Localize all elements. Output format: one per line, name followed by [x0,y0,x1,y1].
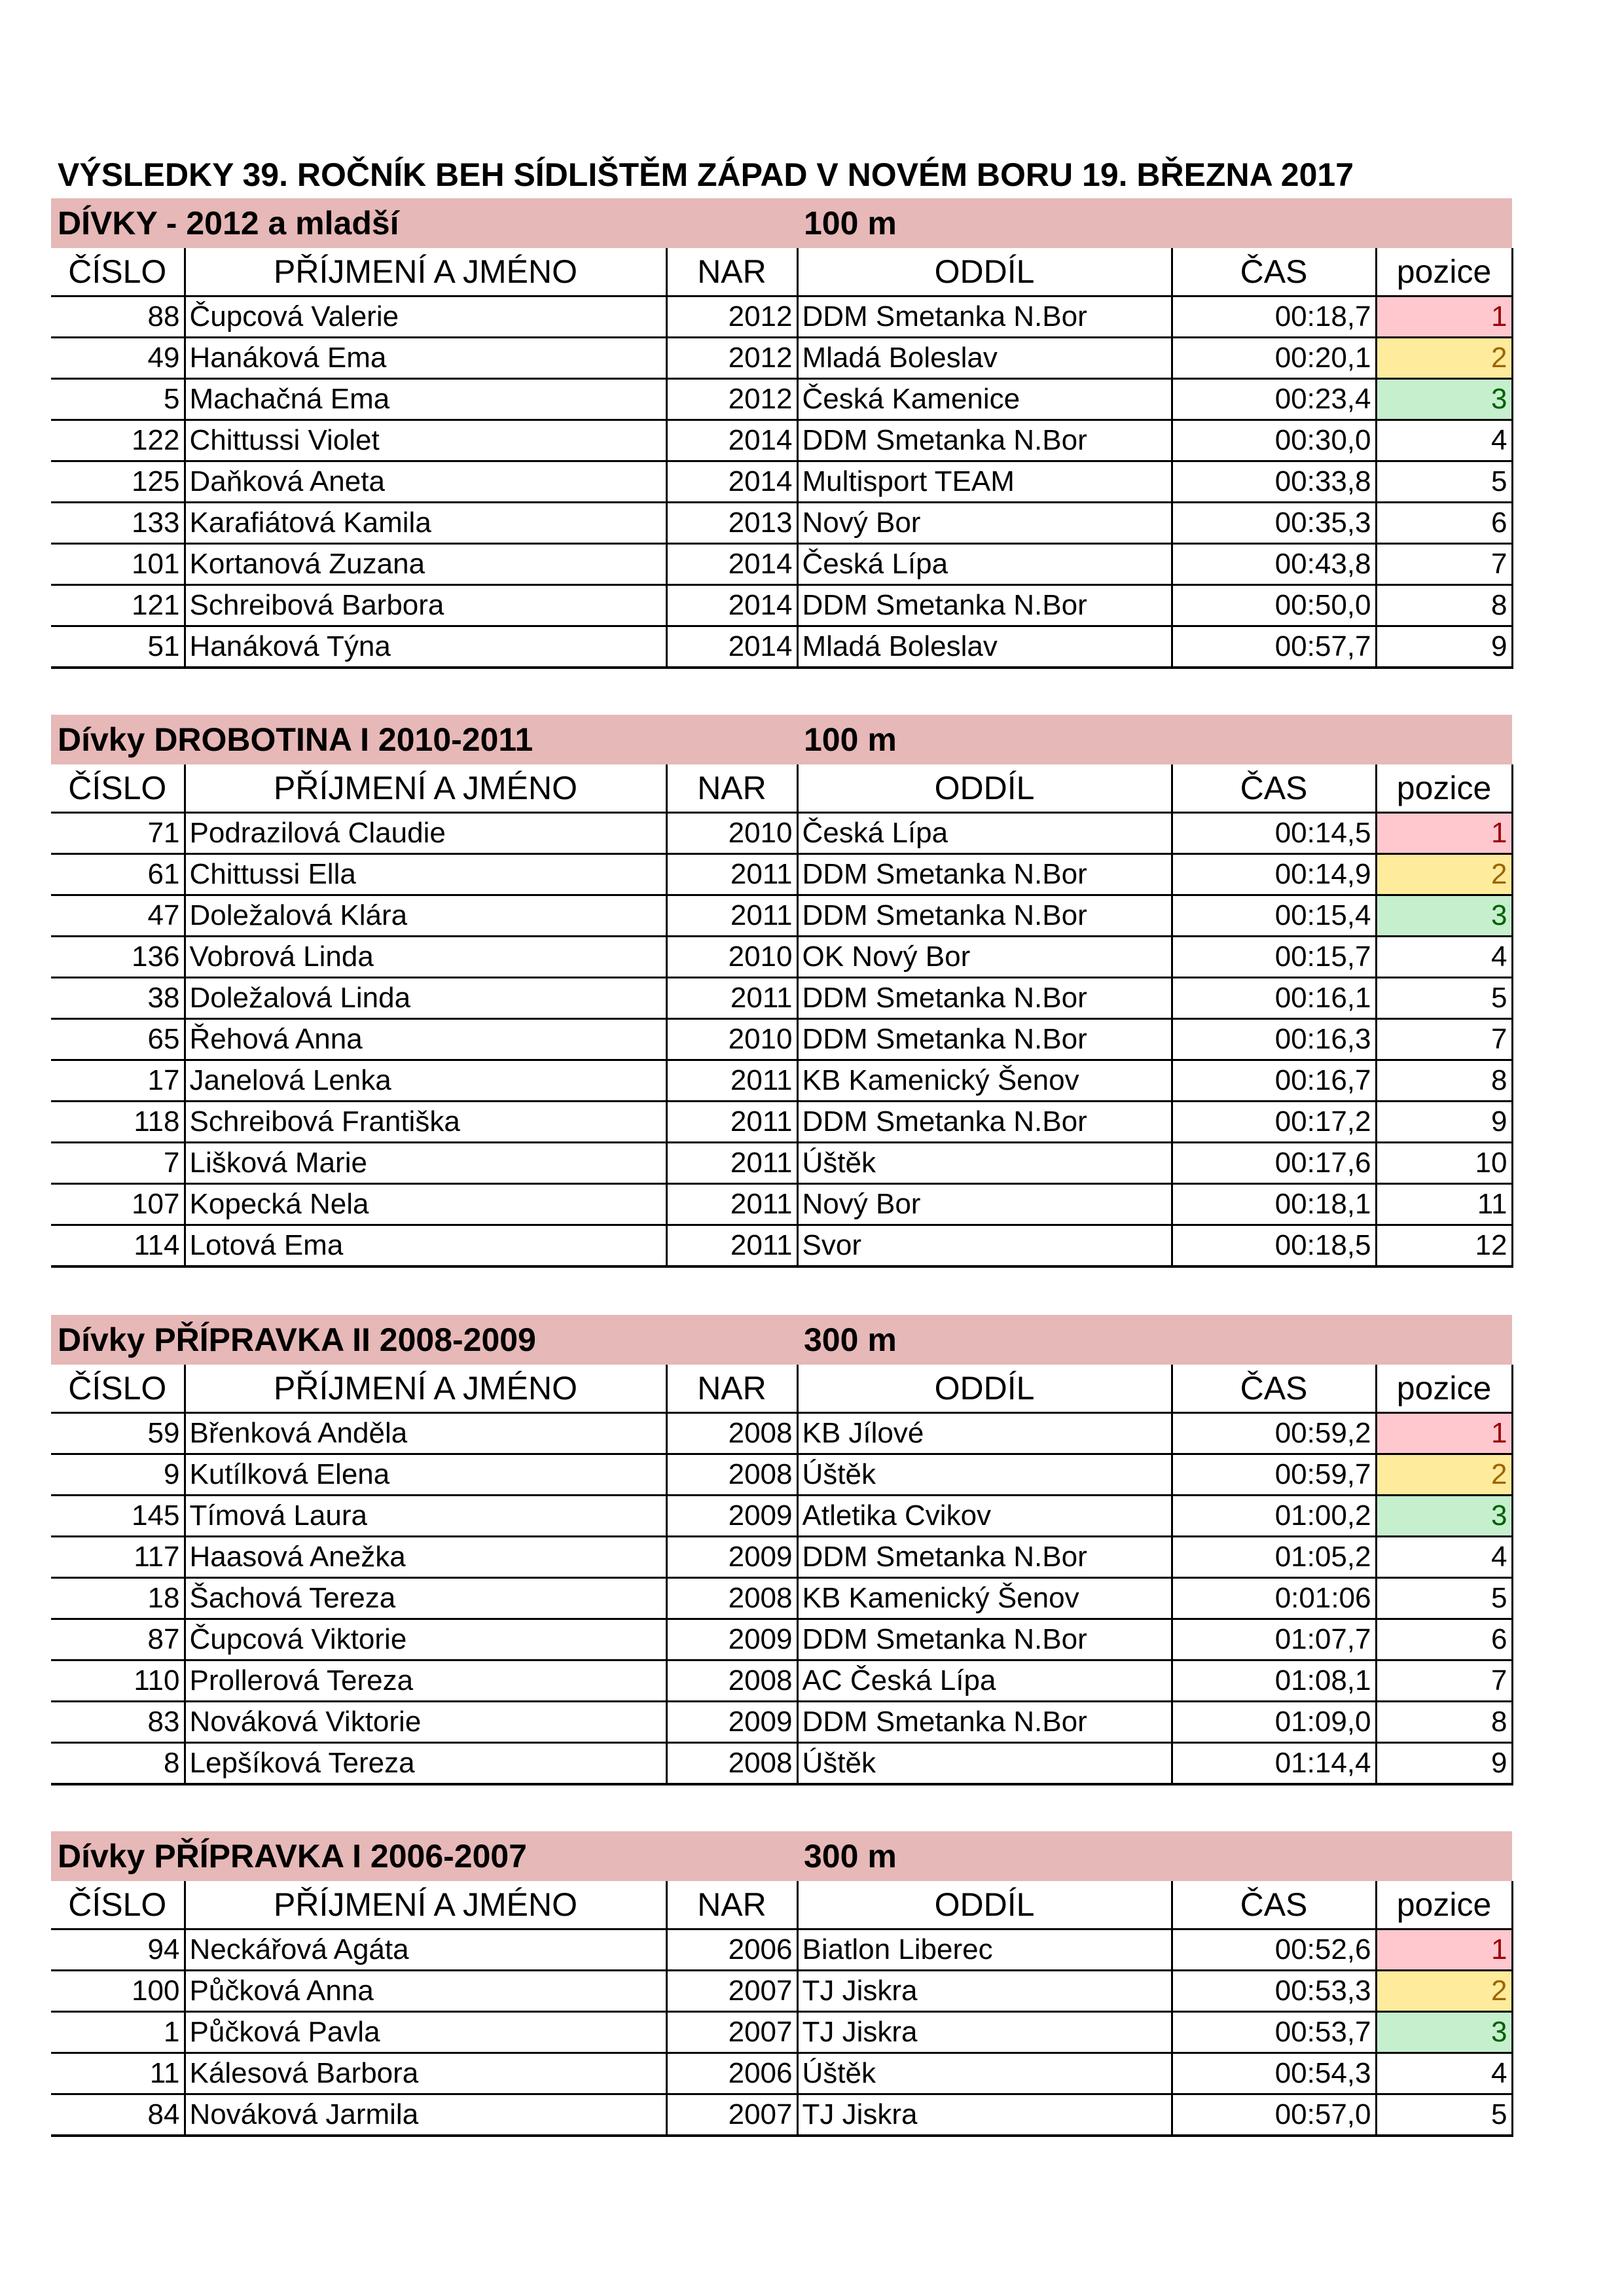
cell-position: 3 [1376,895,1512,937]
cell-year: 2006 [666,1929,797,1971]
table-row [51,2094,1512,2136]
cell-time: 00:59,2 [1172,1413,1376,1454]
cell-position: 12 [1376,1225,1512,1267]
cell-name: Hanáková Ema [185,338,666,379]
cell-club: DDM Smetanka N.Bor [797,1702,1172,1743]
cell-time: 00:18,1 [1172,1184,1376,1225]
cell-number: 49 [51,338,185,379]
section-title: Dívky PŘÍPRAVKA II 2008-2009 [58,1321,536,1358]
cell-club: TJ Jiskra [797,1971,1172,2012]
cell-position: 8 [1376,1060,1512,1102]
cell-name: Půčková Pavla [185,2012,666,2053]
cell-position: 8 [1376,585,1512,626]
cell-name: Lišková Marie [185,1143,666,1184]
cell-name: Šachová Tereza [185,1578,666,1619]
cell-year: 2007 [666,2094,797,2136]
cell-name: Neckářová Agáta [185,1929,666,1971]
col-header-time: ČAS [1172,248,1376,296]
col-header-number: ČÍSLO [51,1365,185,1413]
cell-year: 2008 [666,1743,797,1785]
cell-number: 61 [51,854,185,895]
cell-year: 2010 [666,937,797,978]
col-header-club: ODDÍL [797,1881,1172,1929]
cell-number: 101 [51,544,185,585]
cell-year: 2009 [666,1496,797,1537]
col-header-number: ČÍSLO [51,1881,185,1929]
results-table [51,764,1513,1268]
cell-club: Úštěk [797,1143,1172,1184]
cell-club: DDM Smetanka N.Bor [797,978,1172,1019]
cell-time: 00:14,9 [1172,854,1376,895]
cell-year: 2010 [666,1019,797,1060]
document-title: VÝSLEDKY 39. ROČNÍK BEH SÍDLIŠTĚM ZÁPAD V NOVÉM BORU 19. BŘEZNA 2017 [58,156,1354,193]
cell-time: 00:43,8 [1172,544,1376,585]
cell-name: Schreibová Barbora [185,585,666,626]
cell-time: 00:57,7 [1172,626,1376,668]
col-header-name: PŘÍJMENÍ A JMÉNO [185,1881,666,1929]
table-row [51,978,1512,1019]
cell-club: Česká Lípa [797,813,1172,854]
table-row [51,2053,1512,2094]
cell-year: 2012 [666,379,797,420]
cell-number: 87 [51,1619,185,1660]
col-header-club: ODDÍL [797,764,1172,813]
cell-time: 00:17,2 [1172,1102,1376,1143]
results-table [51,1365,1513,1785]
cell-position: 2 [1376,1971,1512,2012]
section-distance: 100 m [804,205,897,242]
cell-number: 110 [51,1660,185,1702]
results-table [51,1881,1513,2137]
cell-position: 3 [1376,1496,1512,1537]
col-header-club: ODDÍL [797,1365,1172,1413]
section-header [51,198,1512,248]
cell-number: 11 [51,2053,185,2094]
table-row [51,1537,1512,1578]
table-row [51,1019,1512,1060]
cell-position: 7 [1376,1019,1512,1060]
cell-year: 2007 [666,1971,797,2012]
cell-year: 2011 [666,1143,797,1184]
cell-position: 4 [1376,937,1512,978]
section-distance: 300 m [804,1838,897,1874]
cell-time: 0:01:06 [1172,1578,1376,1619]
cell-club: Biatlon Liberec [797,1929,1172,1971]
cell-number: 1 [51,2012,185,2053]
cell-position: 3 [1376,2012,1512,2053]
cell-name: Chittussi Ella [185,854,666,895]
cell-year: 2006 [666,2053,797,2094]
cell-time: 00:35,3 [1172,503,1376,544]
table-row [51,544,1512,585]
cell-year: 2011 [666,895,797,937]
cell-position: 7 [1376,1660,1512,1702]
cell-name: Čupcová Viktorie [185,1619,666,1660]
cell-club: KB Kamenický Šenov [797,1578,1172,1619]
cell-position: 2 [1376,1454,1512,1496]
cell-time: 00:18,7 [1172,296,1376,338]
cell-time: 01:00,2 [1172,1496,1376,1537]
col-header-position: pozice [1376,764,1512,813]
cell-year: 2009 [666,1702,797,1743]
cell-number: 9 [51,1454,185,1496]
section-title: DÍVKY - 2012 a mladší [58,205,399,242]
header-row [51,1881,1512,1929]
col-header-year: NAR [666,1365,797,1413]
cell-number: 136 [51,937,185,978]
cell-name: Machačná Ema [185,379,666,420]
cell-time: 00:16,7 [1172,1060,1376,1102]
cell-club: Úštěk [797,1743,1172,1785]
table-row [51,461,1512,503]
cell-number: 122 [51,420,185,461]
table-row [51,1413,1512,1454]
cell-name: Prollerová Tereza [185,1660,666,1702]
cell-name: Tímová Laura [185,1496,666,1537]
cell-time: 00:15,4 [1172,895,1376,937]
col-header-year: NAR [666,248,797,296]
cell-year: 2013 [666,503,797,544]
col-header-year: NAR [666,764,797,813]
cell-name: Chittussi Violet [185,420,666,461]
cell-club: DDM Smetanka N.Bor [797,895,1172,937]
cell-year: 2011 [666,854,797,895]
results-section-2 [51,1315,1512,1785]
cell-time: 00:33,8 [1172,461,1376,503]
section-distance: 300 m [804,1321,897,1358]
col-header-time: ČAS [1172,1881,1376,1929]
cell-year: 2014 [666,544,797,585]
results-section-1 [51,715,1512,1268]
cell-name: Čupcová Valerie [185,296,666,338]
cell-name: Půčková Anna [185,1971,666,2012]
cell-position: 9 [1376,626,1512,668]
cell-position: 4 [1376,420,1512,461]
table-row [51,1702,1512,1743]
table-row [51,1743,1512,1785]
cell-name: Nováková Jarmila [185,2094,666,2136]
cell-number: 83 [51,1702,185,1743]
cell-name: Kutílková Elena [185,1454,666,1496]
cell-time: 00:57,0 [1172,2094,1376,2136]
cell-time: 00:16,3 [1172,1019,1376,1060]
cell-name: Janelová Lenka [185,1060,666,1102]
cell-position: 3 [1376,379,1512,420]
cell-name: Lotová Ema [185,1225,666,1267]
col-header-number: ČÍSLO [51,248,185,296]
table-row [51,1060,1512,1102]
cell-position: 10 [1376,1143,1512,1184]
cell-year: 2008 [666,1413,797,1454]
cell-year: 2012 [666,338,797,379]
cell-name: Daňková Aneta [185,461,666,503]
cell-club: DDM Smetanka N.Bor [797,296,1172,338]
cell-number: 51 [51,626,185,668]
cell-year: 2011 [666,1102,797,1143]
cell-club: Úštěk [797,1454,1172,1496]
cell-number: 65 [51,1019,185,1060]
cell-year: 2008 [666,1454,797,1496]
cell-club: Atletika Cvikov [797,1496,1172,1537]
cell-club: Česká Kamenice [797,379,1172,420]
table-row [51,1929,1512,1971]
cell-club: KB Jílové [797,1413,1172,1454]
cell-club: Nový Bor [797,1184,1172,1225]
section-distance: 100 m [804,721,897,758]
cell-year: 2008 [666,1578,797,1619]
cell-year: 2009 [666,1619,797,1660]
cell-position: 2 [1376,854,1512,895]
table-row [51,1496,1512,1537]
cell-number: 18 [51,1578,185,1619]
cell-time: 01:07,7 [1172,1619,1376,1660]
cell-position: 6 [1376,503,1512,544]
cell-position: 6 [1376,1619,1512,1660]
table-row [51,1578,1512,1619]
cell-position: 5 [1376,1578,1512,1619]
cell-time: 00:20,1 [1172,338,1376,379]
cell-position: 4 [1376,1537,1512,1578]
cell-year: 2007 [666,2012,797,2053]
cell-position: 1 [1376,1413,1512,1454]
cell-club: DDM Smetanka N.Bor [797,1019,1172,1060]
cell-time: 01:09,0 [1172,1702,1376,1743]
cell-name: Schreibová Františka [185,1102,666,1143]
cell-club: DDM Smetanka N.Bor [797,854,1172,895]
col-header-name: PŘÍJMENÍ A JMÉNO [185,1365,666,1413]
table-row [51,585,1512,626]
cell-time: 00:30,0 [1172,420,1376,461]
cell-year: 2010 [666,813,797,854]
cell-position: 1 [1376,813,1512,854]
cell-time: 00:15,7 [1172,937,1376,978]
cell-time: 01:05,2 [1172,1537,1376,1578]
cell-year: 2014 [666,461,797,503]
col-header-name: PŘÍJMENÍ A JMÉNO [185,248,666,296]
cell-number: 100 [51,1971,185,2012]
cell-position: 5 [1376,461,1512,503]
cell-club: Úštěk [797,2053,1172,2094]
cell-time: 00:50,0 [1172,585,1376,626]
cell-number: 47 [51,895,185,937]
cell-club: DDM Smetanka N.Bor [797,1102,1172,1143]
cell-name: Kortanová Zuzana [185,544,666,585]
col-header-position: pozice [1376,248,1512,296]
col-header-year: NAR [666,1881,797,1929]
cell-name: Hanáková Týna [185,626,666,668]
cell-time: 00:23,4 [1172,379,1376,420]
cell-time: 00:16,1 [1172,978,1376,1019]
cell-year: 2011 [666,1184,797,1225]
cell-number: 117 [51,1537,185,1578]
cell-number: 114 [51,1225,185,1267]
cell-club: Česká Lípa [797,544,1172,585]
cell-club: Mladá Boleslav [797,338,1172,379]
cell-name: Vobrová Linda [185,937,666,978]
table-row [51,626,1512,668]
cell-number: 145 [51,1496,185,1537]
cell-position: 9 [1376,1102,1512,1143]
table-row [51,1619,1512,1660]
header-row [51,764,1512,813]
cell-year: 2011 [666,1225,797,1267]
cell-year: 2014 [666,420,797,461]
cell-name: Doležalová Klára [185,895,666,937]
cell-club: TJ Jiskra [797,2094,1172,2136]
results-table [51,248,1513,669]
cell-position: 2 [1376,338,1512,379]
col-header-name: PŘÍJMENÍ A JMÉNO [185,764,666,813]
cell-number: 121 [51,585,185,626]
cell-club: DDM Smetanka N.Bor [797,1537,1172,1578]
cell-time: 00:52,6 [1172,1929,1376,1971]
col-header-time: ČAS [1172,764,1376,813]
cell-number: 59 [51,1413,185,1454]
cell-club: OK Nový Bor [797,937,1172,978]
cell-year: 2009 [666,1537,797,1578]
table-row [51,503,1512,544]
header-row [51,1365,1512,1413]
table-row [51,1143,1512,1184]
col-header-club: ODDÍL [797,248,1172,296]
col-header-position: pozice [1376,1365,1512,1413]
cell-name: Břenková Anděla [185,1413,666,1454]
cell-time: 00:54,3 [1172,2053,1376,2094]
table-row [51,1102,1512,1143]
cell-club: AC Česká Lípa [797,1660,1172,1702]
table-row [51,338,1512,379]
cell-position: 1 [1376,1929,1512,1971]
col-header-position: pozice [1376,1881,1512,1929]
cell-year: 2014 [666,585,797,626]
cell-club: DDM Smetanka N.Bor [797,585,1172,626]
cell-number: 107 [51,1184,185,1225]
table-row [51,1225,1512,1267]
section-title: Dívky PŘÍPRAVKA I 2006-2007 [58,1838,528,1874]
cell-name: Kálesová Barbora [185,2053,666,2094]
cell-time: 00:18,5 [1172,1225,1376,1267]
table-row [51,854,1512,895]
section-header [51,1315,1512,1365]
cell-number: 5 [51,379,185,420]
table-row [51,1660,1512,1702]
cell-name: Řehová Anna [185,1019,666,1060]
cell-name: Podrazilová Claudie [185,813,666,854]
cell-year: 2012 [666,296,797,338]
cell-year: 2008 [666,1660,797,1702]
cell-time: 00:53,3 [1172,1971,1376,2012]
results-section-3 [51,1831,1512,2137]
col-header-time: ČAS [1172,1365,1376,1413]
section-header [51,715,1512,764]
cell-name: Haasová Anežka [185,1537,666,1578]
cell-number: 133 [51,503,185,544]
cell-number: 17 [51,1060,185,1102]
cell-name: Nováková Viktorie [185,1702,666,1743]
cell-club: Multisport TEAM [797,461,1172,503]
table-row [51,420,1512,461]
table-row [51,296,1512,338]
cell-position: 8 [1376,1702,1512,1743]
cell-position: 9 [1376,1743,1512,1785]
cell-position: 5 [1376,2094,1512,2136]
cell-time: 01:08,1 [1172,1660,1376,1702]
table-row [51,1184,1512,1225]
cell-number: 94 [51,1929,185,1971]
table-row [51,813,1512,854]
cell-position: 7 [1376,544,1512,585]
cell-year: 2011 [666,978,797,1019]
cell-number: 8 [51,1743,185,1785]
table-row [51,1971,1512,2012]
table-row [51,937,1512,978]
cell-name: Kopecká Nela [185,1184,666,1225]
section-title: Dívky DROBOTINA I 2010-2011 [58,721,533,758]
cell-name: Doležalová Linda [185,978,666,1019]
results-section-0 [51,198,1512,669]
cell-club: Nový Bor [797,503,1172,544]
cell-club: TJ Jiskra [797,2012,1172,2053]
cell-club: Mladá Boleslav [797,626,1172,668]
cell-club: Svor [797,1225,1172,1267]
cell-club: KB Kamenický Šenov [797,1060,1172,1102]
cell-number: 38 [51,978,185,1019]
cell-position: 4 [1376,2053,1512,2094]
cell-position: 1 [1376,296,1512,338]
cell-number: 7 [51,1143,185,1184]
cell-time: 00:17,6 [1172,1143,1376,1184]
cell-year: 2014 [666,626,797,668]
cell-number: 84 [51,2094,185,2136]
cell-name: Lepšíková Tereza [185,1743,666,1785]
cell-number: 125 [51,461,185,503]
col-header-number: ČÍSLO [51,764,185,813]
cell-name: Karafiátová Kamila [185,503,666,544]
cell-time: 00:14,5 [1172,813,1376,854]
table-row [51,2012,1512,2053]
table-row [51,1454,1512,1496]
header-row [51,248,1512,296]
section-header [51,1831,1512,1881]
cell-time: 00:59,7 [1172,1454,1376,1496]
cell-number: 118 [51,1102,185,1143]
table-row [51,379,1512,420]
cell-time: 00:53,7 [1172,2012,1376,2053]
cell-position: 5 [1376,978,1512,1019]
cell-time: 01:14,4 [1172,1743,1376,1785]
cell-club: DDM Smetanka N.Bor [797,1619,1172,1660]
cell-number: 71 [51,813,185,854]
cell-position: 11 [1376,1184,1512,1225]
cell-number: 88 [51,296,185,338]
cell-club: DDM Smetanka N.Bor [797,420,1172,461]
table-row [51,895,1512,937]
cell-year: 2011 [666,1060,797,1102]
